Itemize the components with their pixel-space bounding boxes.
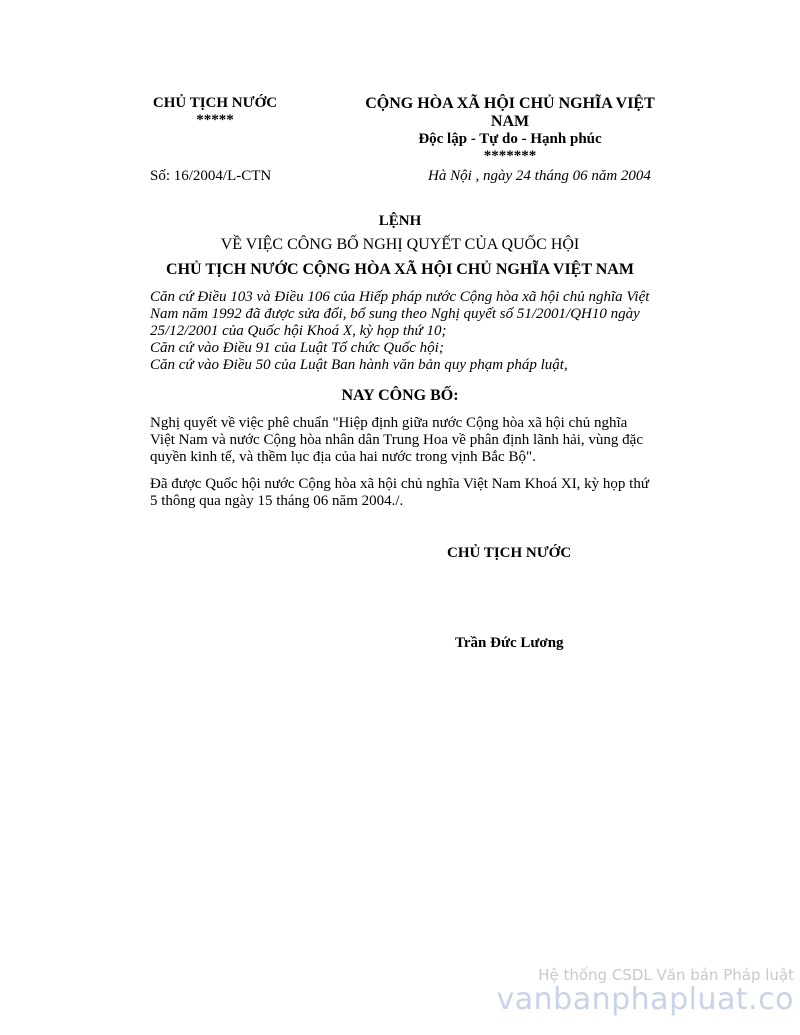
body-text <box>150 415 650 520</box>
left-stars: ***** <box>196 112 234 128</box>
document-title: LỆNH <box>378 213 422 229</box>
watermark-line-2: vanbanphapluat.co <box>496 982 794 1017</box>
nation-heading <box>350 95 670 131</box>
document-number: Số: 16/2004/L-CTN <box>150 168 272 184</box>
body-paragraph: Đã được Quốc hội nước Cộng hòa xã hội chủ nghĩa Việt Nam Khoá XI, kỳ họp thứ 5 thông qua ngày 15 tháng 06 năm 2004./. <box>150 476 649 509</box>
motto: Độc lập - Tự do - Hạnh phúc <box>418 131 602 147</box>
document-issuer: CHỦ TỊCH NƯỚC CỘNG HÒA XÃ HỘI CHỦ NGHĨA VIỆT NAM <box>166 261 634 278</box>
legal-basis <box>150 289 650 374</box>
announce-heading: NAY CÔNG BỐ: <box>341 387 459 404</box>
watermark-line-1: Hệ thống CSDL Văn bản Pháp luật <box>538 966 794 984</box>
left-agency: CHỦ TỊCH NƯỚC <box>152 95 278 111</box>
document-date: Hà Nội , ngày 24 tháng 06 năm 2004 <box>428 168 651 184</box>
basis-item: Căn cứ Điều 103 và Điều 106 của Hiếp pháp nước Cộng hòa xã hội chủ nghĩa Việt Nam năm 1992 đã được sửa đổi, bổ sung theo Nghị quyết số 51/2001/QH10 ngày 25/12/2001 của Quốc hội Khoá X, kỳ họp thứ 10; <box>150 289 650 339</box>
nation-line-2: NAM <box>490 113 530 130</box>
signature-name: Trần Đức Lương <box>455 635 564 651</box>
right-stars: ******* <box>483 148 537 164</box>
nation-line-1: CỘNG HÒA XÃ HỘI CHỦ NGHĨA VIỆT <box>365 95 655 112</box>
document-subtitle: VỀ VIỆC CÔNG BỐ NGHỊ QUYẾT CỦA QUỐC HỘI <box>220 236 580 253</box>
body-paragraph: Nghị quyết về việc phê chuẩn "Hiệp định giữa nước Cộng hòa xã hội chủ nghĩa Việt Nam và nước Cộng hòa nhân dân Trung Hoa về phân định lãnh hải, vùng đặc quyền kinh tế, và thềm lục địa của hai nước trong vịnh Bắc Bộ". <box>150 415 643 465</box>
signature-title: CHỦ TỊCH NƯỚC <box>447 545 572 561</box>
basis-item: Căn cứ vào Điều 91 của Luật Tổ chức Quốc hội; <box>150 340 444 356</box>
basis-item: Căn cứ vào Điều 50 của Luật Ban hành văn bản quy phạm pháp luật, <box>150 357 568 373</box>
